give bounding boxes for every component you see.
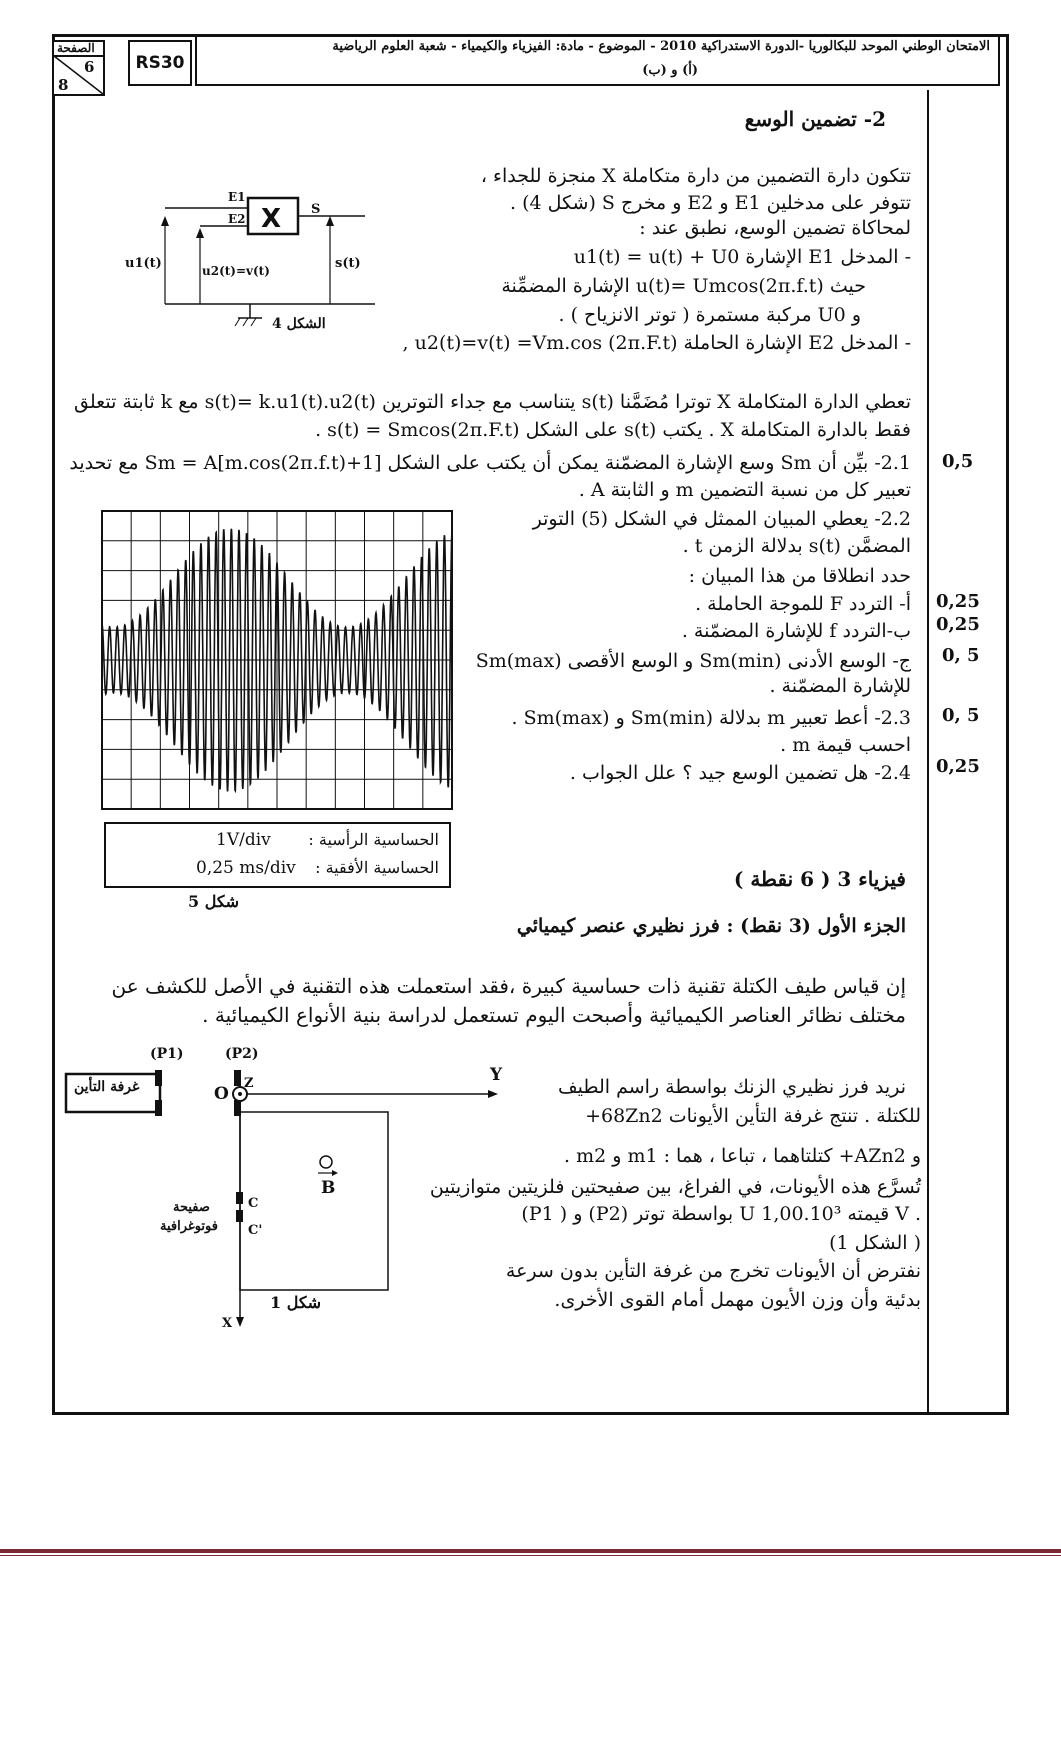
exam-title-box bbox=[195, 34, 1000, 86]
exam-subtitle: (أ) و (ب) bbox=[642, 63, 698, 78]
question-2-2-a: أ- التردد F للموجة الحاملة . bbox=[695, 593, 911, 615]
para-line: حيث u(t)= Umcos(2π.f.t) الإشارة المضمِّنة bbox=[501, 275, 866, 297]
question-2-1-cont: تعبير كل من نسبة التضمين m و الثابتة A . bbox=[578, 479, 911, 501]
fig1-y-axis-label: Y bbox=[490, 1065, 503, 1085]
intro-line: مختلف نظائر العناصر الكيميائية وأصبحت اليوم تستعمل لدراسة بنية الأنواع الكيميائية . bbox=[202, 1003, 906, 1027]
text-line: للكتلة . تنتج غرفة التأين الأيونات 68Zn2+ bbox=[585, 1105, 921, 1127]
fig1-z-label: Z bbox=[244, 1076, 254, 1091]
para-line: احسب قيمة m . bbox=[780, 734, 911, 756]
text-line: ( الشكل 1) bbox=[829, 1232, 921, 1254]
fig4-e1-label: E1 bbox=[228, 190, 246, 204]
score-2-2-a: 0,25 bbox=[936, 591, 980, 612]
para-line: المضمَّن s(t) بدلالة الزمن t . bbox=[682, 535, 911, 557]
fig1-b-field-label: B bbox=[321, 1178, 336, 1198]
fig1-c-label: C bbox=[248, 1196, 259, 1211]
physics-3-heading: فيزياء 3 ( 6 نقطة ) bbox=[733, 867, 906, 891]
text-line: بدئية وأن وزن الأيون مهمل أمام القوى الأخرى. bbox=[554, 1289, 921, 1311]
page-total: 8 bbox=[58, 76, 69, 94]
para-line: - المدخل E1 الإشارة u1(t) = u(t) + U0 bbox=[573, 246, 911, 268]
score-column-divider bbox=[927, 90, 929, 1412]
fig4-s-output-label: s(t) bbox=[335, 256, 361, 271]
score-2-3: 0, 5 bbox=[942, 705, 980, 726]
page-number-box bbox=[52, 40, 105, 96]
para-line: للإشارة المضمّنة . bbox=[769, 675, 911, 697]
text-line: نفترض أن الأيونات تخرج من غرفة التأين بدون سرعة bbox=[505, 1260, 921, 1282]
para-line: حدد انطلاقا من هذا المبيان : bbox=[688, 565, 911, 587]
para-line: - المدخل E2 الإشارة الحاملة u2(t)=v(t) =Vm.cos (2π.F.t) , bbox=[402, 332, 911, 354]
score-2-2-c: 0, 5 bbox=[942, 645, 980, 666]
fig4-e2-label: E2 bbox=[228, 212, 246, 226]
fig4-u1-label: u1(t) bbox=[125, 256, 162, 271]
vertical-sensitivity-label: الحساسية الرأسية : bbox=[308, 830, 439, 849]
intro-line: إن قياس طيف الكتلة تقنية ذات حساسية كبيرة ،فقد استعملت هذه التقنية في الأصل للكشف عن bbox=[111, 974, 906, 998]
fig4-x-label: X bbox=[261, 204, 282, 234]
page-number: 6 bbox=[84, 58, 95, 76]
text-line: و AZn2+ كتلتاهما ، تباعا ، هما : m1 و m2 . bbox=[563, 1145, 921, 1167]
text-line: (P1 ) و (P2) بواسطة توتر U قيمته 1,00.10³ V . bbox=[521, 1203, 921, 1225]
fig1-x-axis-label: X bbox=[222, 1316, 233, 1331]
horizontal-sensitivity-value: 0,25 ms/div bbox=[196, 858, 296, 878]
question-2-2-b: ب-التردد f للإشارة المضمّنة . bbox=[681, 620, 911, 642]
photographic-plate-label: صفيحة bbox=[173, 1200, 210, 1215]
photographic-plate-label-2: فوتوغرافية bbox=[160, 1219, 218, 1234]
fig1-p1-label: (P1) bbox=[150, 1046, 184, 1062]
question-2-3: 2.3- أعط تعبير m بدلالة Sm(min) و Sm(max) . bbox=[511, 707, 911, 729]
para-line: تتوفر على مدخلين E1 و E2 و مخرج S (شكل 4) . bbox=[510, 192, 911, 214]
fig4-u2-label: u2(t)=v(t) bbox=[202, 264, 270, 278]
footer-rule-thin bbox=[0, 1555, 1061, 1556]
score-2-4: 0,25 bbox=[936, 756, 980, 777]
score-2-1: 0,5 bbox=[942, 451, 974, 472]
vertical-sensitivity-value: 1V/div bbox=[216, 830, 271, 850]
fig1-p2-label: (P2) bbox=[225, 1046, 259, 1062]
score-2-2-b: 0,25 bbox=[936, 614, 980, 635]
fig5-caption: شكل 5 bbox=[188, 892, 240, 911]
question-2-4: 2.4- هل تضمين الوسع جيد ؟ علل الجواب . bbox=[569, 762, 911, 784]
exam-code: RS30 bbox=[128, 40, 192, 86]
para-line: فقط بالدارة المتكاملة X . يكتب s(t) على الشكل s(t) = Smcos(2π.F.t) . bbox=[315, 419, 911, 441]
fig1-c-prime-label: C' bbox=[248, 1223, 263, 1238]
para-line: تعطي الدارة المتكاملة X توترا مُضَمَّنا s(t) يتناسب مع جداء التوترين s(t)= k.u1(t).u2(t) مع k ثابتة تتعلق bbox=[74, 391, 911, 413]
horizontal-sensitivity-label: الحساسية الأفقية : bbox=[315, 858, 439, 877]
para-line: تتكون دارة التضمين من دارة متكاملة X منجزة للجداء ، bbox=[480, 165, 911, 187]
part-1-heading: الجزء الأول (3 نقط) : فرز نظيري عنصر كيميائي bbox=[516, 915, 906, 937]
section-heading: 2- تضمين الوسع bbox=[744, 107, 886, 131]
question-2-1: 2.1- بيِّن أن Sm وسع الإشارة المضمّنة يمكن أن يكتب على الشكل Sm = A[m.cos(2π.f.t)+1] مع تحديد bbox=[69, 452, 911, 474]
fig4-caption: الشكل 4 bbox=[272, 316, 326, 332]
ionization-chamber-label: غرفة التأين bbox=[74, 1079, 140, 1095]
para-line: لمحاكاة تضمين الوسع، نطبق عند : bbox=[639, 217, 911, 239]
fig4-s-label: S bbox=[311, 202, 321, 217]
fig1-origin-label: O bbox=[214, 1084, 229, 1104]
fig1-caption: شكل 1 bbox=[270, 1293, 322, 1312]
sensitivity-box bbox=[104, 822, 451, 888]
figure-5-oscilloscope bbox=[100, 509, 455, 812]
question-2-2: 2.2- يعطي المبيان الممثل في الشكل (5) التوتر bbox=[532, 508, 911, 530]
text-line: تُسرَّع هذه الأيونات، في الفراغ، بين صفيحتين فلزيتين متوازيتين bbox=[429, 1176, 921, 1198]
exam-title: الامتحان الوطني الموحد للبكالوريا -الدورة الاستدراكية 2010 - الموضوع - مادة: الفيزياء والكيمياء - شعبة العلوم الرياضية bbox=[332, 39, 990, 54]
para-line: و U0 مركبة مستمرة ( توتر الانزياح ) . bbox=[558, 304, 861, 326]
page-label: الصفحة bbox=[57, 41, 95, 55]
footer-rule bbox=[0, 1549, 1061, 1553]
question-2-2-c: ج- الوسع الأدنى Sm(min) و الوسع الأقصى Sm(max) bbox=[475, 650, 911, 672]
text-line: نريد فرز نظيري الزنك بواسطة راسم الطيف bbox=[558, 1076, 906, 1098]
